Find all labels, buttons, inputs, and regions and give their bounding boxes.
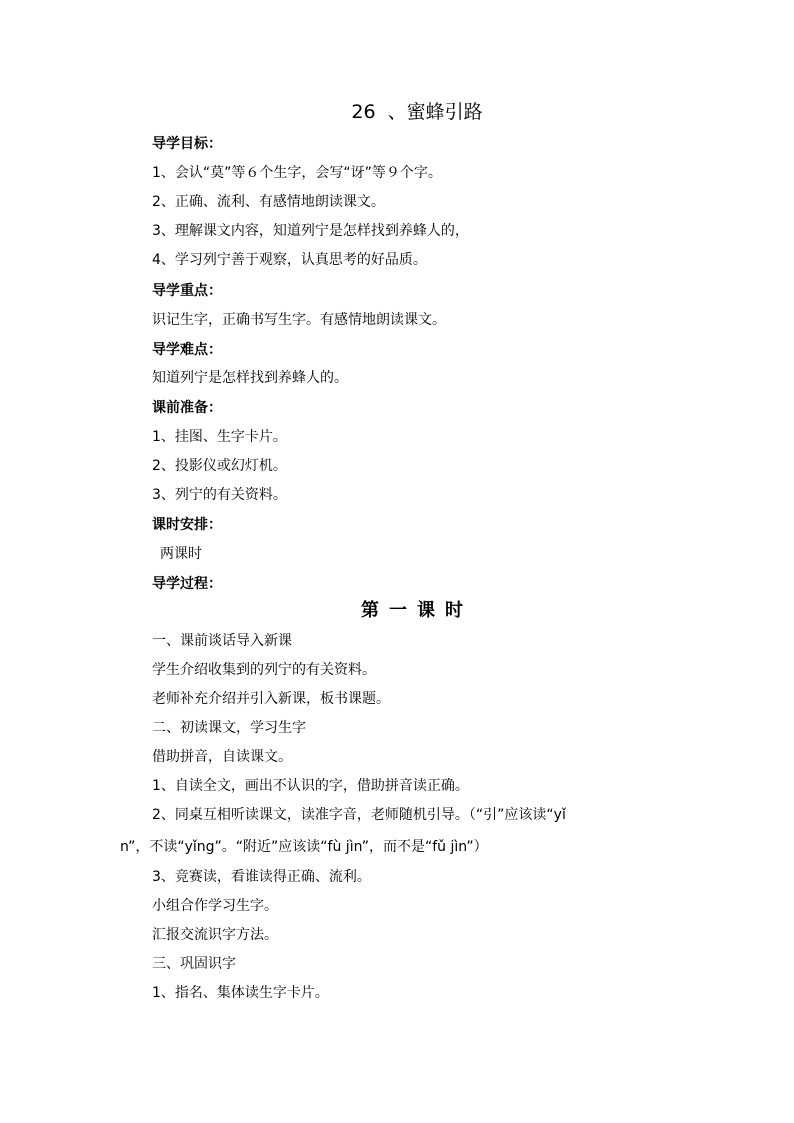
goal-item: 3、理解课文内容，知道列宁是怎样找到养蜂人的， bbox=[152, 223, 469, 239]
difficulties-heading: 导学难点： bbox=[152, 342, 222, 358]
lesson-line: 2、同桌互相听读课文，读准字音，老师随机引导。（“引”应该读“yǐ bbox=[152, 807, 566, 823]
lesson-line: 3、竞赛读，看谁读得正确、流利。 bbox=[152, 869, 371, 885]
goals-heading: 导学目标： bbox=[152, 136, 222, 152]
preparation-item: 2、投影仪或幻灯机。 bbox=[152, 458, 287, 474]
lesson-line: 1、自读全文，画出不认识的字，借助拼音读正确。 bbox=[152, 778, 469, 794]
schedule-text: 两课时 bbox=[160, 546, 202, 562]
process-heading: 导学过程： bbox=[152, 576, 222, 592]
key-points-text: 识记生字，正确书写生字。有感情地朗读课文。 bbox=[152, 312, 446, 328]
lesson-line: 1、指名、集体读生字卡片。 bbox=[152, 985, 329, 1001]
key-points-heading: 导学重点： bbox=[152, 283, 222, 299]
goal-item: 2、正确、流利、有感情地朗读课文。 bbox=[152, 194, 385, 210]
difficulties-text: 知道列宁是怎样找到养蜂人的。 bbox=[152, 370, 348, 386]
schedule-heading: 课时安排： bbox=[152, 517, 222, 533]
goal-item: 1、会认“莫”等６个生字，会写“讶”等９个字。 bbox=[152, 165, 442, 181]
lesson-line: 老师补充介绍并引入新课，板书课题。 bbox=[152, 691, 390, 707]
lesson-line: 小组合作学习生字。 bbox=[152, 898, 278, 914]
lesson-line: 一、课前谈话导入新课 bbox=[152, 633, 292, 649]
lesson-line: 学生介绍收集到的列宁的有关资料。 bbox=[152, 662, 376, 678]
page-title: 26 、蜜蜂引路 bbox=[351, 101, 483, 123]
lesson-line: 三、巩固识字 bbox=[152, 956, 236, 972]
preparation-item: 1、挂图、生字卡片。 bbox=[152, 429, 287, 445]
lesson-title: 第一课时 bbox=[361, 600, 473, 621]
preparation-heading: 课前准备： bbox=[152, 400, 222, 416]
lesson-line: 汇报交流识字方法。 bbox=[152, 927, 278, 943]
lesson-line: 借助拼音，自读课文。 bbox=[152, 749, 292, 765]
lesson-line: n”，不读“yǐng”。“附近”应该读“fù jìn”，而不是“fǔ jìn”） bbox=[120, 839, 488, 855]
preparation-item: 3、列宁的有关资料。 bbox=[152, 487, 287, 503]
lesson-line: 二、初读课文，学习生字 bbox=[152, 720, 306, 736]
goal-item: 4、学习列宁善于观察，认真思考的好品质。 bbox=[152, 252, 427, 268]
